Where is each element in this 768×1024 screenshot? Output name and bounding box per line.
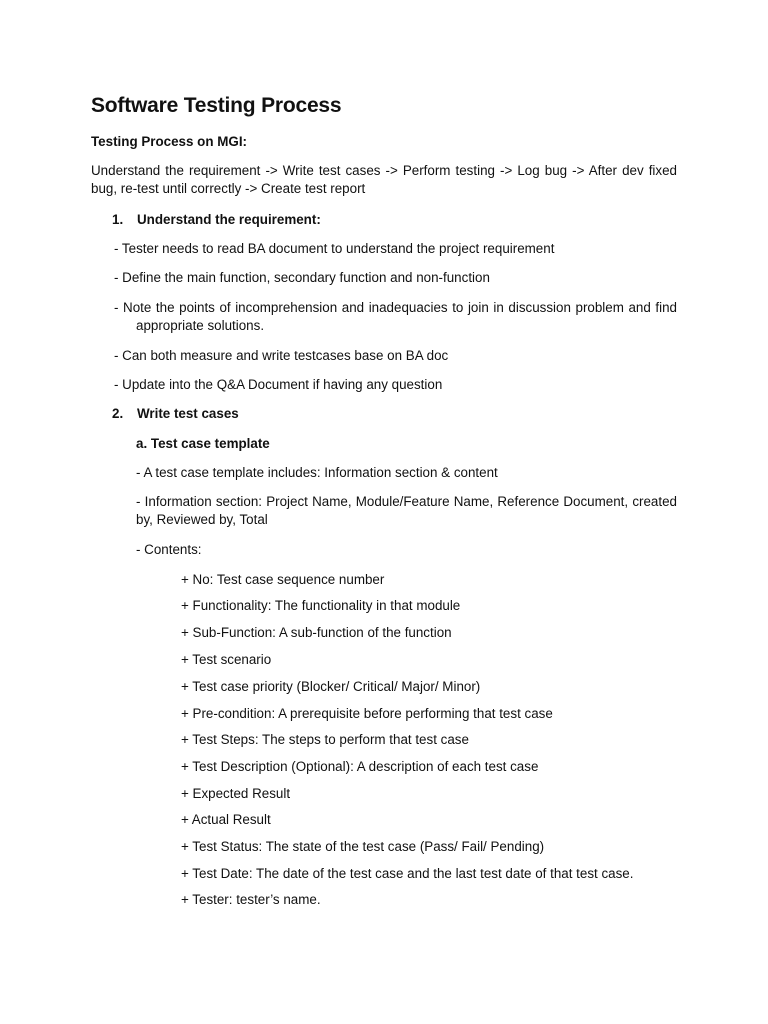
content-list-item: + Functionality: The functionality in that module [181,598,461,613]
section-2-subheading: a. Test case template [136,436,270,451]
process-overview: Understand the requirement -> Write test cases -> Perform testing -> Log bug -> After dev fixed bug, re-test until correctly -> Create test report [91,163,677,196]
section-1-title: Understand the requirement: [137,212,321,227]
content-list-item: + Test Steps: The steps to perform that test case [181,732,469,747]
content-list-item: + Actual Result [181,812,271,827]
document-title: Software Testing Process [91,94,342,117]
section-1-item: - Tester needs to read BA document to understand the project requirement [114,241,555,256]
section-2-item: - Information section: Project Name, Module/Feature Name, Reference Document, created by, Reviewed by, Total [136,494,677,527]
section-2-title: Write test cases [137,406,239,421]
content-list-item: + Pre-condition: A prerequisite before performing that test case [181,706,553,721]
content-list-item: + Sub-Function: A sub-function of the function [181,625,452,640]
content-list-item: + No: Test case sequence number [181,572,385,587]
section-1-item: - Can both measure and write testcases base on BA doc [114,348,449,363]
section-2-heading [112,405,239,423]
section-1-item: - Note the points of incomprehension and inadequacies to join in discussion problem and find appropriate solutions. [114,300,677,333]
section-2-number: 2. [112,406,124,421]
section-2-item: - A test case template includes: Information section & content [136,465,498,480]
content-list-item: + Tester: tester’s name. [181,892,321,907]
content-list-item: + Test scenario [181,652,272,667]
section-1-number: 1. [112,212,124,227]
content-list-item: + Test Status: The state of the test case (Pass/ Fail/ Pending) [181,839,545,854]
content-list-item: + Test case priority (Blocker/ Critical/ Major/ Minor) [181,679,481,694]
section-2-item: - Contents: [136,542,202,557]
content-list-item: + Expected Result [181,786,291,801]
content-list-item: + Test Date: The date of the test case and the last test date of that test case. [181,866,634,881]
section-1-item: - Define the main function, secondary function and non-function [114,270,490,285]
section-1-heading [112,211,321,229]
subtitle: Testing Process on MGI: [91,134,247,149]
content-list-item: + Test Description (Optional): A description of each test case [181,759,539,774]
section-1-item: - Update into the Q&A Document if having any question [114,377,443,392]
